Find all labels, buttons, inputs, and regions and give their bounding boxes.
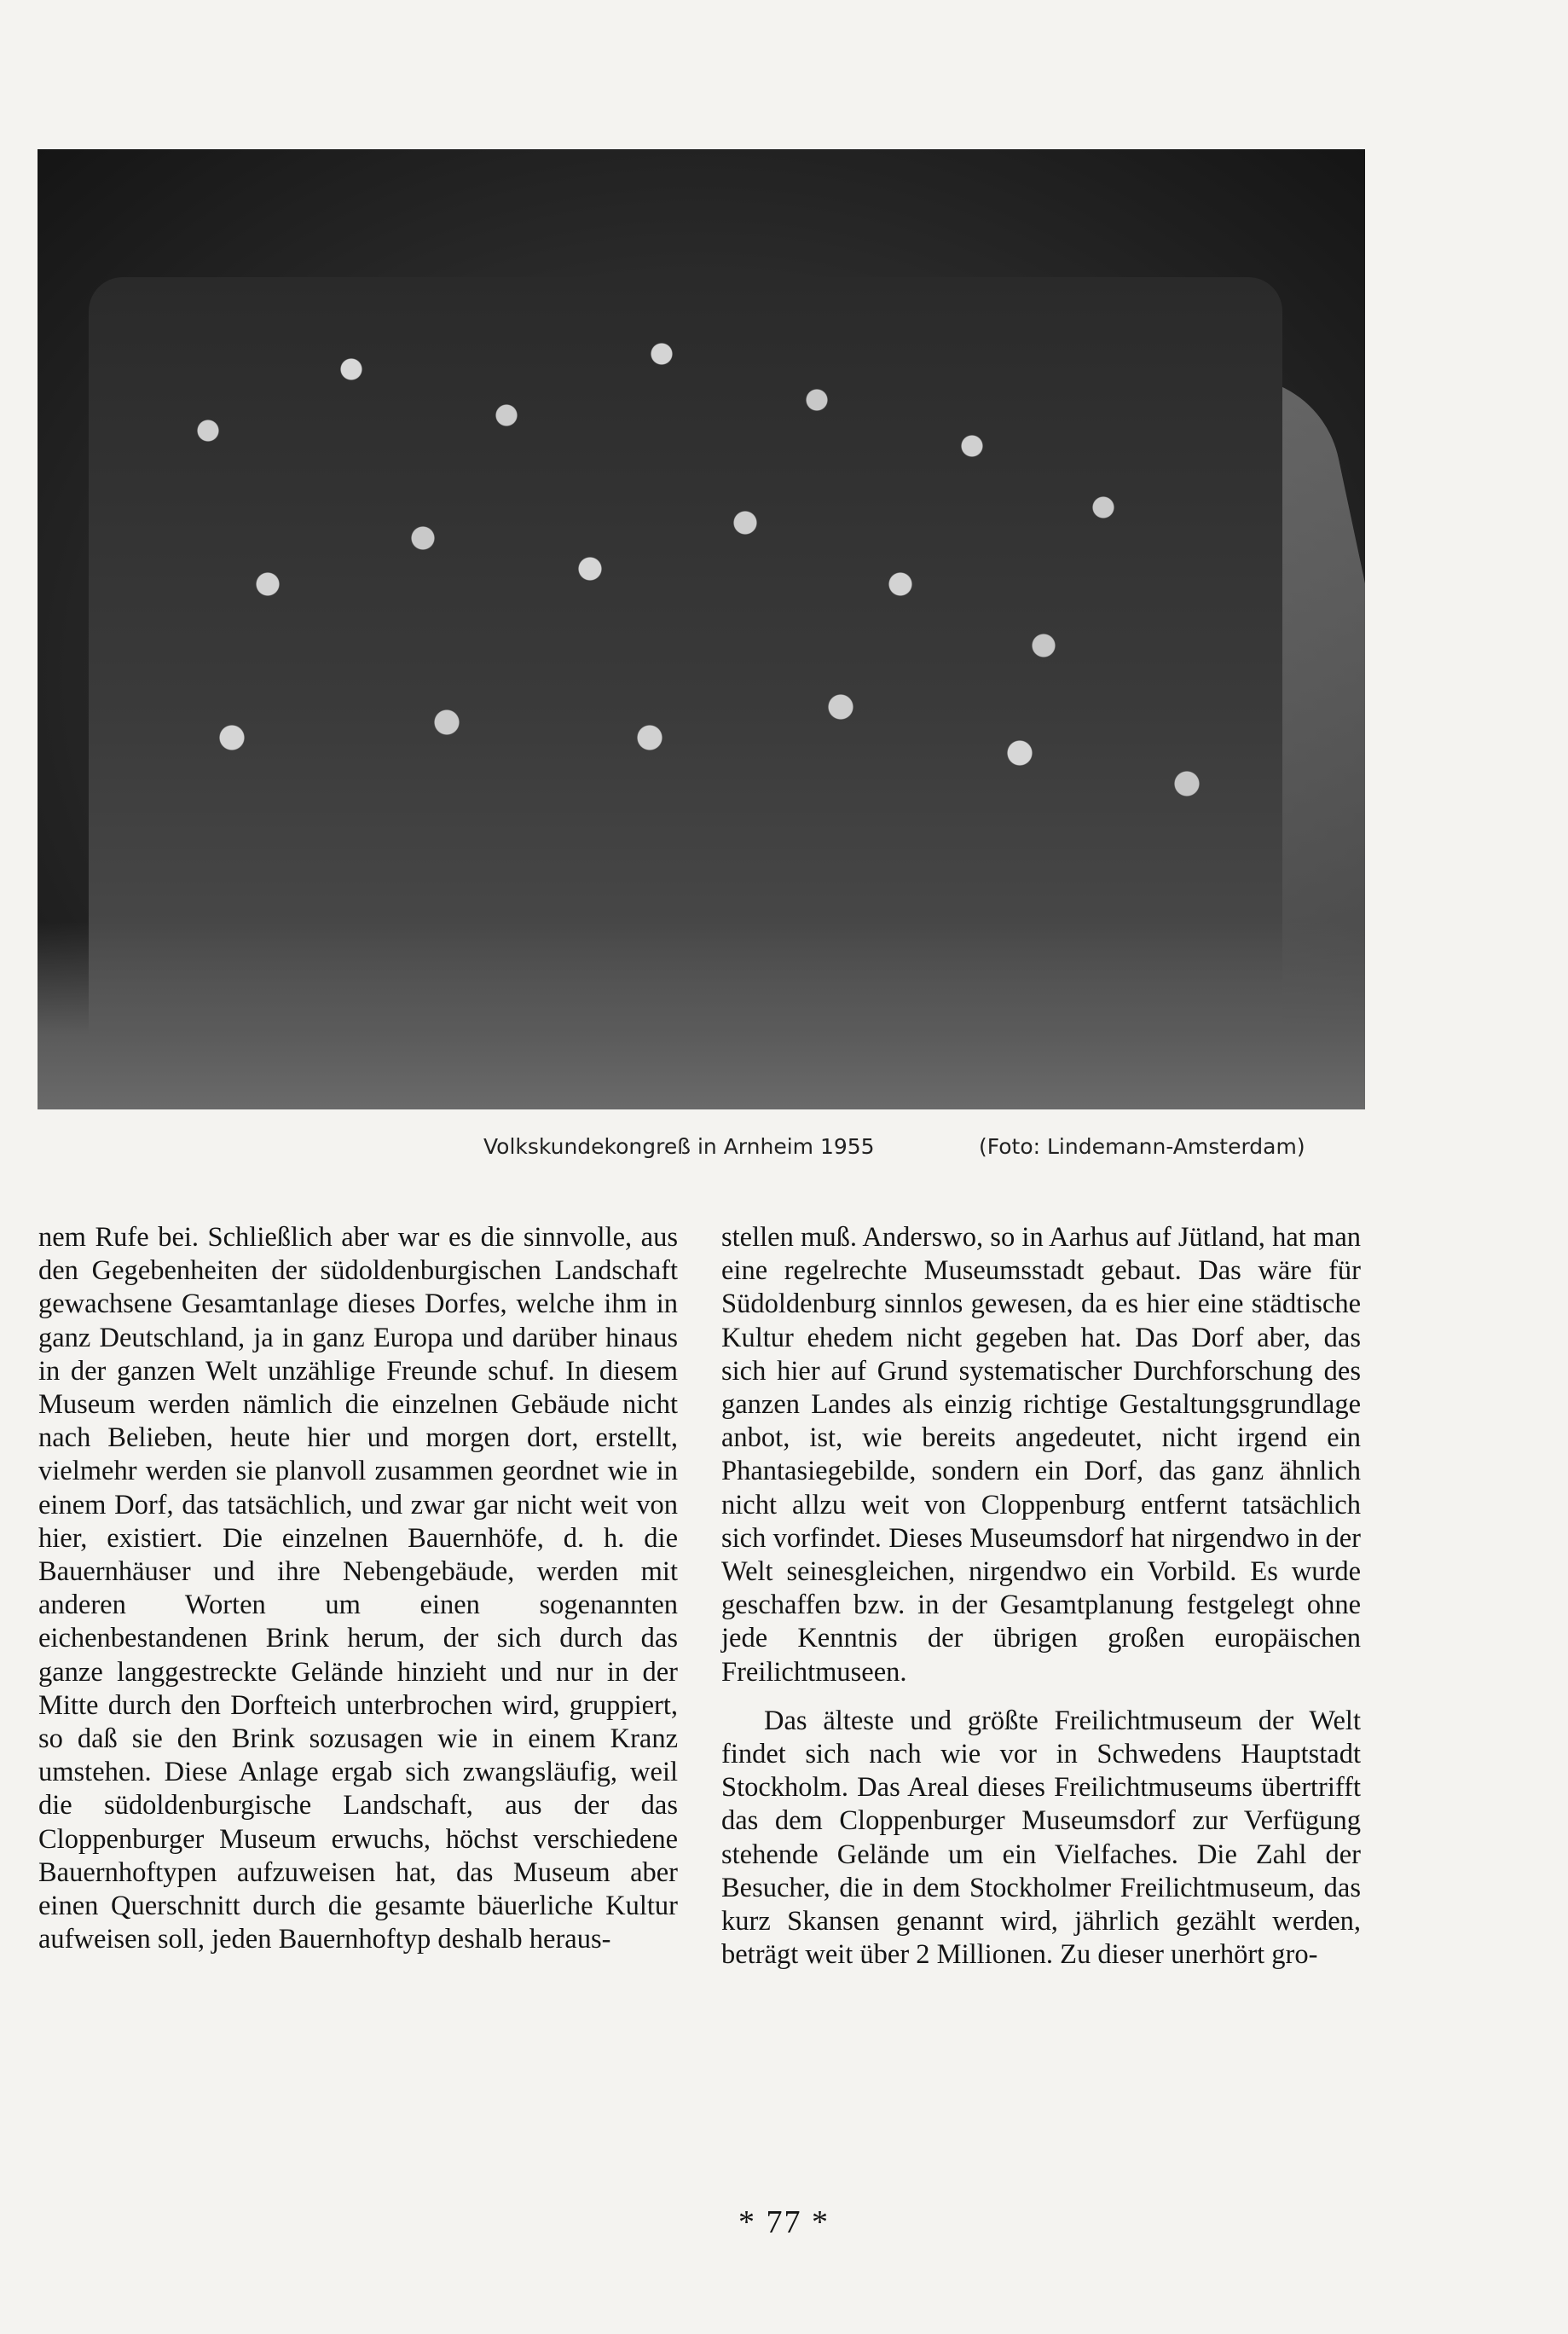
page-number: * 77 * — [738, 2204, 830, 2240]
photo-ground — [38, 922, 1365, 1109]
paragraph: Das älteste und größte Freilichtmuseum der Welt findet sich nach wie vor in Schwedens Hauptstadt Stockholm. Das Areal dieses Freilichtmuseums übertrifft das dem Cloppenburger Museumsdorf zur Verfügung stehende Gelände um ein Vielfaches. Die Zahl der Besucher, die in dem Stockholmer Freilichtmuseum, das kurz Skansen genannt wird, jährlich gezählt werden, beträgt weit über 2 Millionen. Zu dieser unerhört gro- — [721, 1705, 1361, 1971]
text-column-right — [721, 1221, 1361, 1972]
paragraph: stellen muß. Anderswo, so in Aarhus auf Jütland, hat man eine regelrechte Museumsstadt gebaut. Das wäre für Südoldenburg sinnlos gewesen, da es hier eine städtische Kultur ehedem nicht gegeben hat. Das Dorf aber, das sich hier auf Grund systematischer Durchforschung des ganzen Landes als einzig richtige Gestaltungsgrundlage anbot, ist, wie bereits angedeutet, nicht irgend ein Phantasiegebilde, sondern ein Dorf, das ganz ähnlich nicht allzu weit von Cloppenburg entfernt tatsächlich sich vorfindet. Dieses Museumsdorf hat nirgendwo in der Welt seinesgleichen, nirgendwo ein Vorbild. Es wurde geschaffen bzw. in der Gesamtplanung festgelegt ohne jede Kenntnis der übrigen großen europäischen Freilichtmuseen. — [721, 1222, 1361, 1688]
photo-caption-title: Volkskundekongreß in Arnheim 1955 — [483, 1134, 875, 1159]
text-column-left — [38, 1221, 678, 1956]
group-photo — [38, 149, 1365, 1109]
photo-caption-credit: (Foto: Lindemann-Amsterdam) — [979, 1134, 1305, 1159]
paragraph: nem Rufe bei. Schließlich aber war es die sinnvolle, aus den Gegebenheiten der südoldenburgischen Landschaft gewachsene Gesamtanlage dieses Dorfes, welche ihm in ganz Deutschland, ja in ganz Europa und darüber hinaus in der ganzen Welt unzählige Freunde schuf. In diesem Museum werden nämlich die einzelnen Gebäude nicht nach Belieben, heute hier und morgen dort, erstellt, vielmehr werden sie planvoll zusammen geordnet wie in einem Dorf, das tatsächlich, und zwar gar nicht weit von hier, existiert. Die einzelnen Bauernhöfe, d. h. die Bauernhäuser und ihre Nebengebäude, werden mit anderen Worten um einen sogenannten eichenbestandenen Brink herum, der sich durch das ganze langgestreckte Gelände hinzieht und nur in der Mitte durch den Dorfteich unterbrochen wird, gruppiert, so daß sie den Brink sozusagen wie in einem Kranz umstehen. Diese Anlage ergab sich zwangsläufig, weil die südoldenburgische Landschaft, aus der das Cloppenburger Museum erwuchs, höchst verschiedene Bauernhoftypen aufzuweisen hat, das Museum aber einen Querschnitt durch die gesamte bäuerliche Kultur aufweisen soll, jeden Bauernhoftyp deshalb heraus- — [38, 1222, 678, 1955]
